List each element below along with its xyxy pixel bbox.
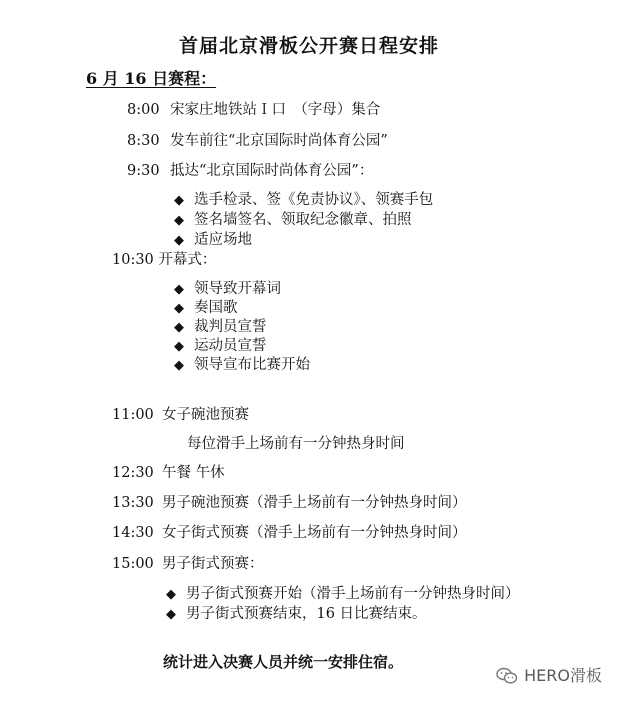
schedule-time: 11:00 [112, 407, 154, 423]
list-item [174, 282, 281, 297]
page-title: 首届北京滑板公开赛日程安排 [178, 35, 439, 57]
schedule-time: 14:30 [112, 525, 154, 541]
list-item [174, 358, 310, 373]
schedule-row [112, 466, 225, 481]
list-item-text: 运动员宣誓 [194, 338, 267, 354]
wechat-icon [496, 667, 518, 685]
schedule-row [127, 164, 373, 179]
schedule-text: 发车前往“北京国际时尚体育公园” [170, 133, 388, 149]
schedule-row [112, 496, 467, 511]
schedule-text: 女子街式预赛（滑手上场前有一分钟热身时间） [162, 525, 467, 541]
schedule-time: 8:00 [127, 102, 160, 118]
list-item-text: 适应场地 [194, 232, 252, 248]
diamond-bullet-icon: ◆ [174, 358, 184, 373]
diamond-bullet-icon: ◆ [174, 320, 184, 335]
list-item [166, 587, 520, 602]
list-item-text: 选手检录、签《免责协议》、领赛手包 [194, 192, 434, 208]
schedule-text: 男子街式预赛： [162, 556, 264, 572]
list-item-text: 领导致开幕词 [194, 281, 281, 297]
footer-note: 统计进入决赛人员并统一安排住宿。 [163, 653, 404, 671]
schedule-row [112, 408, 249, 423]
list-item-text: 签名墙签名、领取纪念徽章、拍照 [194, 212, 412, 228]
schedule-time: 8:30 [127, 133, 160, 149]
list-item-text: 男子街式预赛开始（滑手上场前有一分钟热身时间） [186, 586, 520, 602]
schedule-text: 男子碗池预赛（滑手上场前有一分钟热身时间） [162, 495, 467, 511]
list-item-text: 领导宣布比赛开始 [194, 357, 310, 373]
list-item [174, 193, 433, 208]
schedule-row [127, 134, 388, 149]
schedule-note [187, 437, 405, 452]
diamond-bullet-icon: ◆ [166, 587, 176, 602]
schedule-text: 午餐 午休 [162, 465, 225, 481]
watermark-text: HERO滑板 [524, 666, 602, 685]
diamond-bullet-icon: ◆ [174, 301, 184, 316]
diamond-bullet-icon: ◆ [174, 213, 184, 228]
list-item-text: 裁判员宣誓 [194, 319, 267, 335]
schedule-text: 抵达“北京国际时尚体育公园”： [170, 163, 374, 179]
schedule-text: 宋家庄地铁站Ｉ口 （字母）集合 [170, 102, 381, 118]
diamond-bullet-icon: ◆ [174, 233, 184, 248]
diamond-bullet-icon: ◆ [166, 607, 176, 622]
list-item [166, 607, 427, 622]
list-item [174, 320, 267, 335]
schedule-text: 每位滑手上场前有一分钟热身时间 [187, 436, 405, 452]
opening-time: 10:30 [112, 252, 154, 268]
list-item [174, 213, 412, 228]
schedule-row [112, 557, 264, 572]
list-item [174, 339, 267, 354]
opening-label: 开幕式： [158, 252, 217, 268]
day-heading: 6 月 16 日赛程： [86, 69, 217, 88]
schedule-row [112, 526, 467, 541]
schedule-time: 15:00 [112, 556, 154, 572]
schedule-time: 13:30 [112, 495, 154, 511]
diamond-bullet-icon: ◆ [174, 339, 184, 354]
list-item-text: 奏国歌 [194, 300, 238, 316]
diamond-bullet-icon: ◆ [174, 193, 184, 208]
opening-row [112, 253, 216, 268]
schedule-time: 12:30 [112, 465, 154, 481]
schedule-row [127, 103, 380, 118]
schedule-text: 女子碗池预赛 [162, 407, 249, 423]
list-item [174, 233, 252, 248]
diamond-bullet-icon: ◆ [174, 282, 184, 297]
list-item [174, 301, 238, 316]
list-item-text: 男子街式预赛结束，16 日比赛结束。 [186, 606, 427, 622]
schedule-time: 9:30 [127, 163, 160, 179]
watermark [496, 667, 602, 685]
